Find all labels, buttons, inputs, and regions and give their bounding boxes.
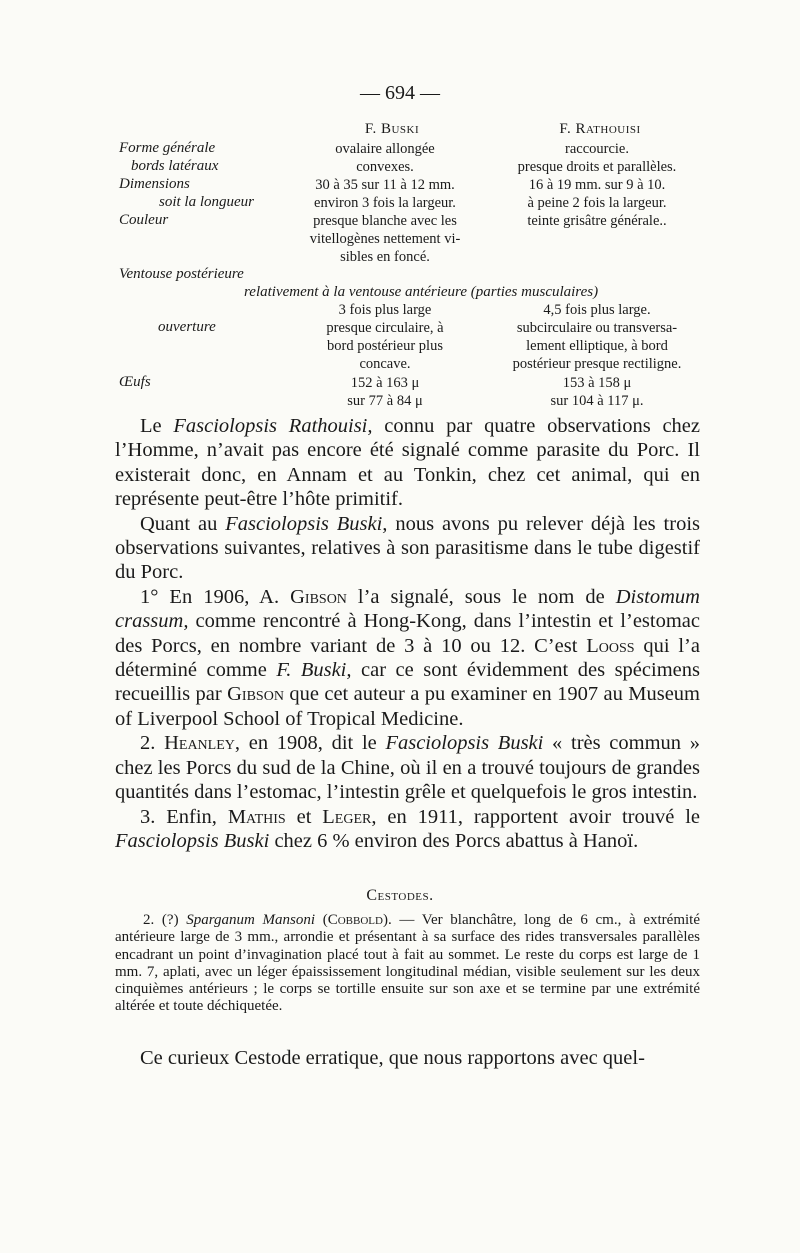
- cell-buski: 3 fois plus large: [338, 302, 432, 318]
- row-label: bords latéraux: [131, 158, 219, 174]
- cell-buski: 30 à 35 sur 11 à 12 mm.: [315, 177, 455, 193]
- cell-rathouisi: à peine 2 fois la largeur.: [527, 195, 667, 211]
- column-header-buski: F. Buski: [364, 121, 420, 137]
- cell-buski: bord postérieur plus: [327, 338, 443, 354]
- relative-line: relativement à la ventouse antérieure (parties musculaires): [244, 284, 599, 300]
- cell-buski: environ 3 fois la largeur.: [314, 195, 456, 211]
- column-header-rathouisi: F. Rathouisi: [559, 121, 641, 137]
- paragraph: 1° En 1906, A. Gibson l’a signalé, sous le nom de Distomum crassum, comme rencontré à Hong-Kong, dans l’intestin et l’estomac des Porcs, en nombre variant de 3 à 10 ou 12. C’est Looss qui l’a déterminé comme F. Buski, car ce sont évidemment des spécimens recueillis par Gibson que cet auteur a pu examiner en 1907 au Museum of Liverpool School of Tropical Medicine.: [115, 585, 700, 730]
- cell-rathouisi: raccourcie.: [565, 141, 629, 157]
- ventouse-label: Ventouse postérieure: [119, 266, 244, 282]
- cell-buski: 152 à 163 μ: [350, 375, 420, 391]
- cell-buski: ovalaire allongée: [335, 141, 435, 157]
- cell-buski: presque blanche avec les: [313, 213, 457, 229]
- closing-line: Ce curieux Cestode erratique, que nous rapportons avec quel-: [140, 1047, 645, 1069]
- paragraph: Le Fasciolopsis Rathouisi, connu par quatre observations chez l’Homme, n’avait pas encore été signalé comme parasite du Porc. Il existerait donc, en Annam et au Tonkin, chez cet animal, qui en représente peut-être l’hôte primitif.: [115, 415, 700, 511]
- row-label: Œufs: [119, 374, 151, 390]
- row-label: Couleur: [119, 212, 169, 228]
- cell-buski: vitellogènes nettement vi-: [309, 231, 461, 247]
- cell-rathouisi: lement elliptique, à bord: [526, 338, 668, 354]
- cell-buski: sur 77 à 84 μ: [347, 393, 423, 409]
- paragraph: 3. Enfin, Mathis et Leger, en 1911, rapportent avoir trouvé le Fasciolopsis Buski chez 6 % environ des Porcs abattus à Hanoï.: [115, 805, 701, 852]
- row-label: Forme générale: [119, 140, 216, 156]
- cell-rathouisi: 4,5 fois plus large.: [543, 302, 651, 318]
- cell-rathouisi: sur 104 à 117 μ.: [550, 393, 644, 409]
- cell-rathouisi: subcirculaire ou transversa-: [516, 320, 678, 336]
- cell-rathouisi: teinte grisâtre générale..: [527, 213, 667, 229]
- paragraph: Quant au Fasciolopsis Buski, nous avons pu relever déjà les trois observations suivantes, relatives à son parasitisme dans le tube digestif du Porc.: [115, 512, 700, 584]
- cell-rathouisi: postérieur presque rectiligne.: [512, 356, 682, 372]
- cell-buski: concave.: [359, 356, 411, 372]
- cell-buski: convexes.: [356, 159, 414, 175]
- row-label: Dimensions: [119, 176, 190, 192]
- row-label: ouverture: [158, 319, 216, 335]
- page-number: — 694 —: [360, 82, 440, 104]
- cell-rathouisi: 153 à 158 μ: [562, 375, 632, 391]
- cell-buski: sibles en foncé.: [340, 249, 430, 265]
- small-print-entry: 2. (?) Sparganum Mansoni (Cobbold). — Ver blanchâtre, long de 6 cm., à extrémité antérieure large de 3 mm., arrondie et présentant à sa surface des rides transversales parallèles encadrant un point d’invagination placé tout à fait au sommet. Le reste du corps est large de 1 mm. 7, aplati, avec un léger épaississement longitudinal médian, visible seulement sur les deux cinquièmes antérieurs ; le corps se tortille ensuite sur son axe et se termine par une extrémité altérée et toute déchiquetée.: [115, 912, 700, 1015]
- row-label: soit la longueur: [159, 194, 255, 210]
- cell-rathouisi: presque droits et parallèles.: [517, 159, 677, 175]
- cell-rathouisi: 16 à 19 mm. sur 9 à 10.: [528, 177, 666, 193]
- body-text: [115, 414, 700, 853]
- cell-buski: presque circulaire, à: [326, 320, 444, 336]
- section-title: Cestodes.: [366, 887, 434, 904]
- paragraph: 2. Heanley, en 1908, dit le Fasciolopsis Buski « très commun » chez les Porcs du sud de la Chine, où il en a trouvé toujours de grandes quantités dans l’estomac, l’intestin grêle et quelquefois le gros intestin.: [115, 732, 701, 804]
